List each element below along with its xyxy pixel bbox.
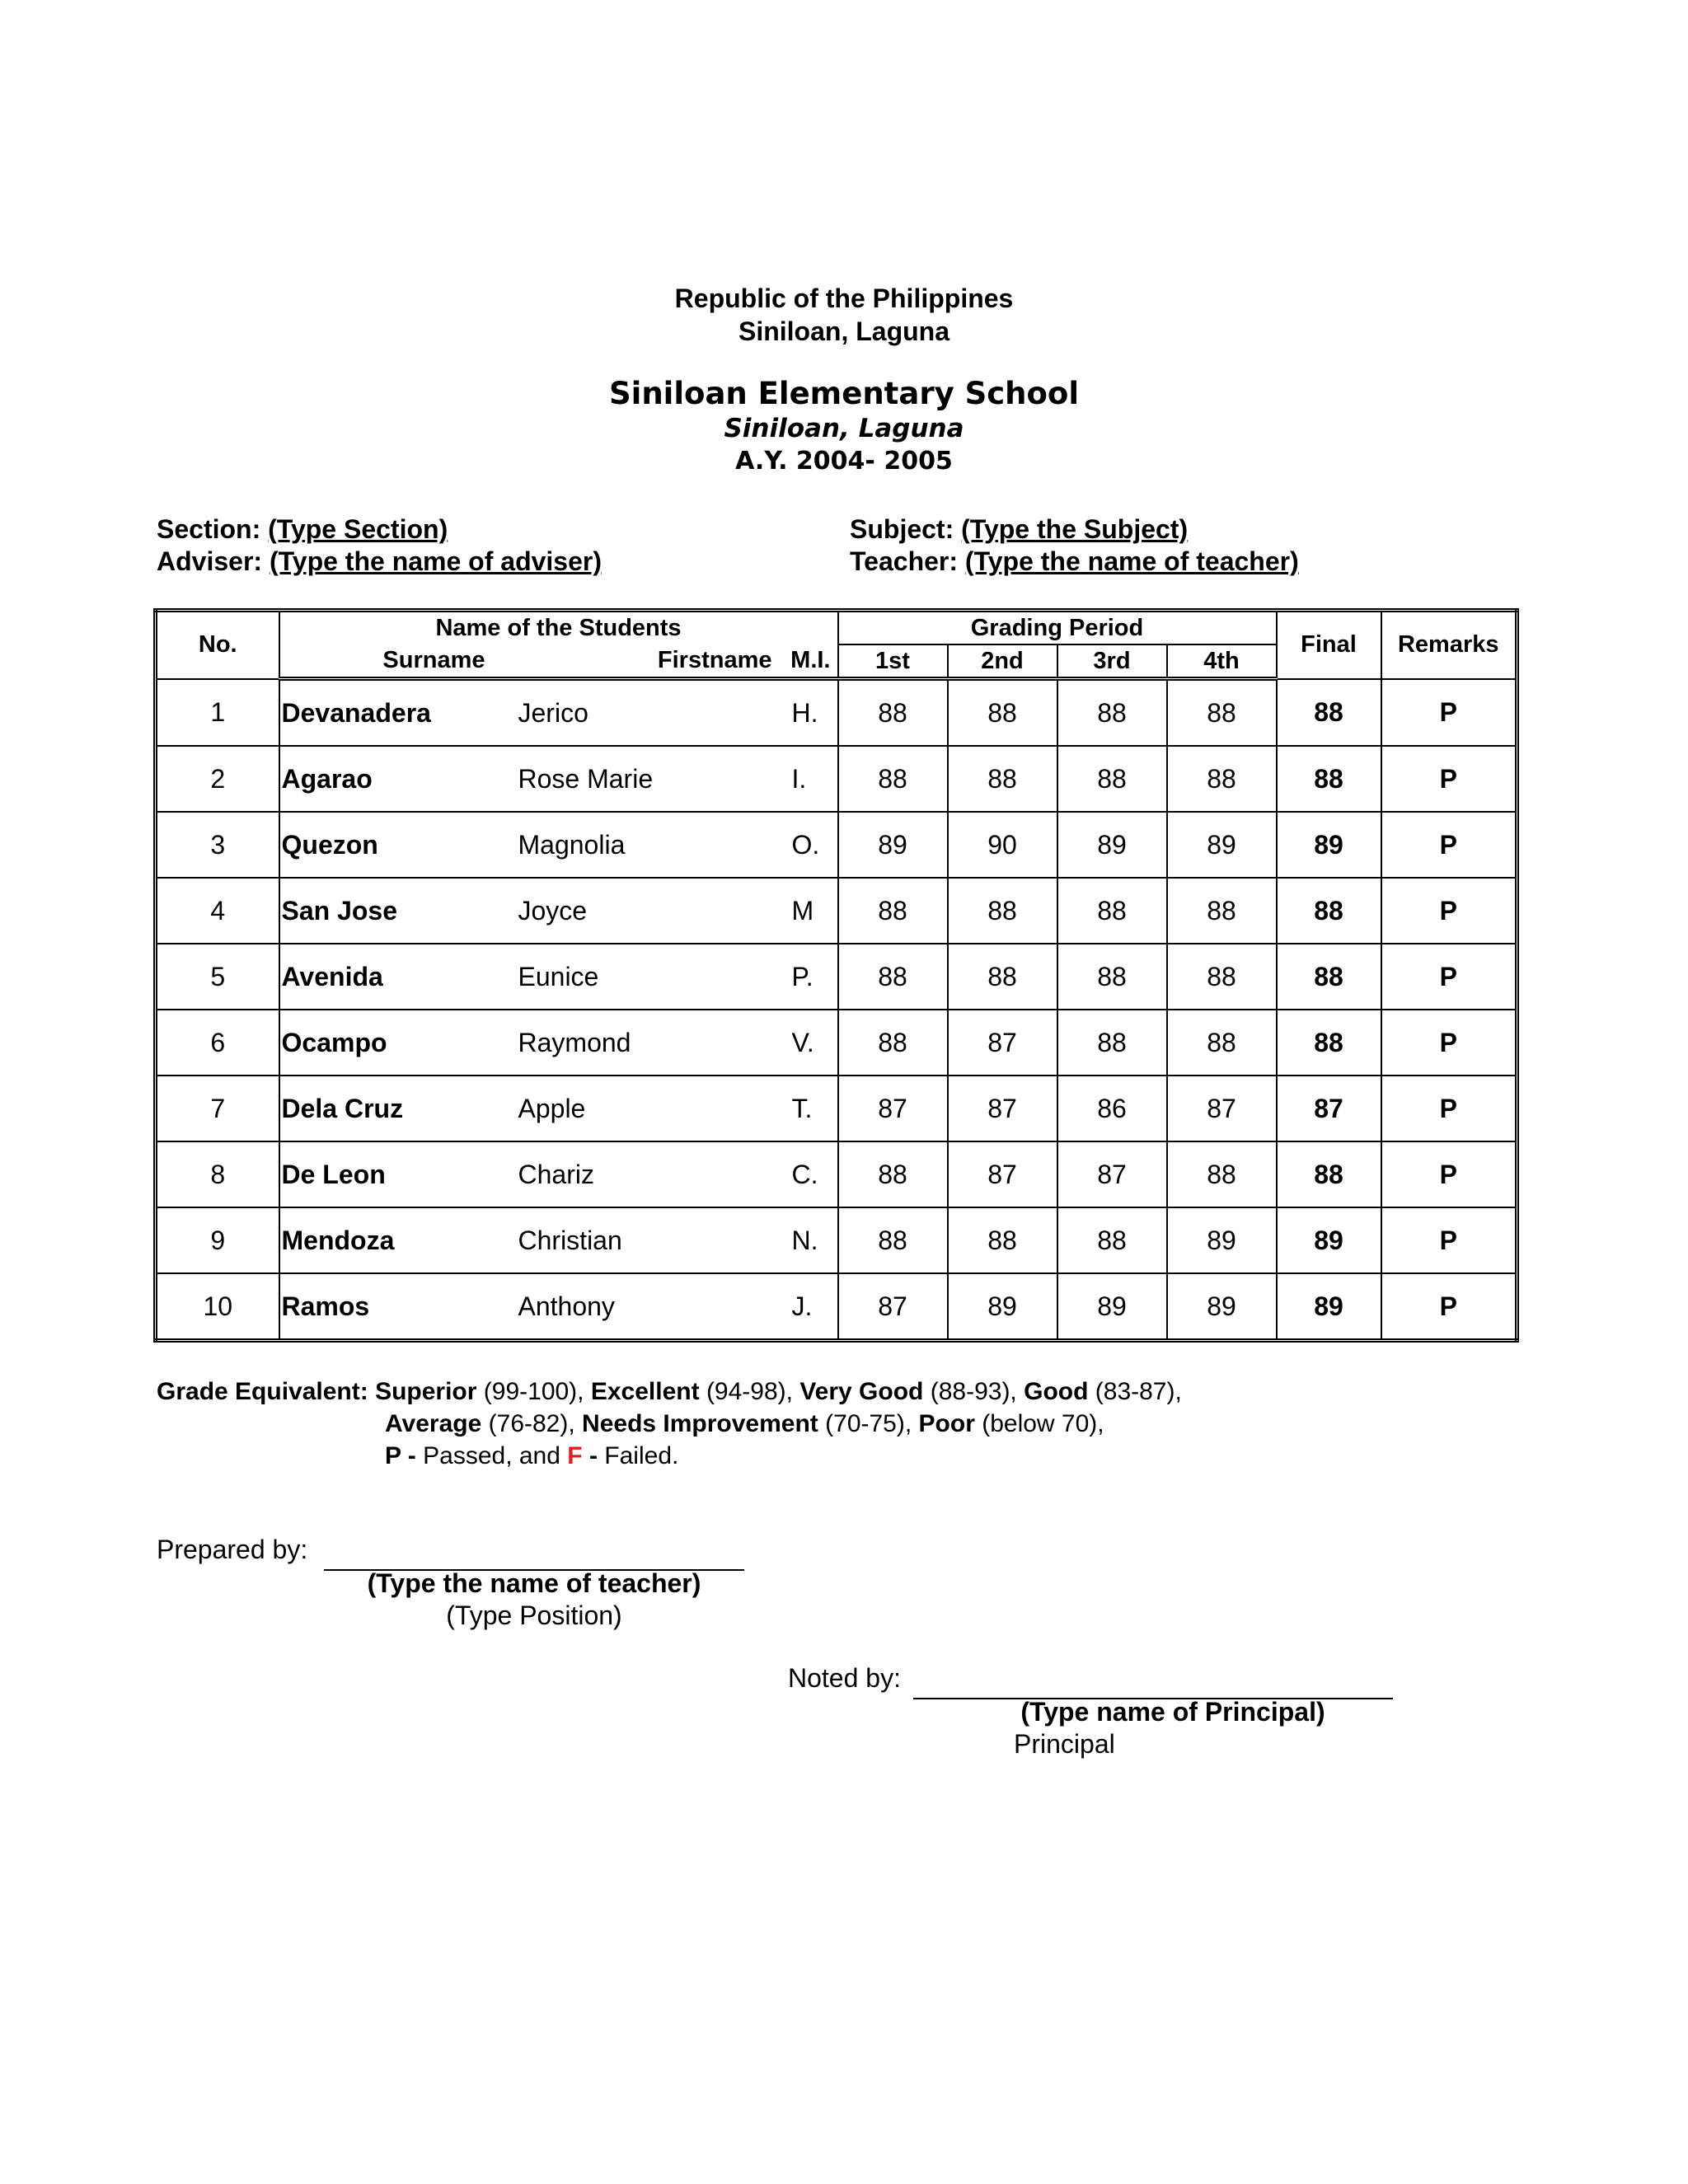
cell-mi: C. (782, 1141, 838, 1207)
table-row (156, 1141, 1517, 1207)
cell-q2: 88 (948, 944, 1057, 1010)
section-label: Section: (157, 514, 261, 544)
cell-firstname: Joyce (518, 878, 782, 944)
cell-remarks: P (1381, 679, 1517, 747)
cell-no: 6 (156, 1010, 279, 1076)
cell-q4: 87 (1167, 1076, 1277, 1141)
school-location: Siniloan, Laguna (724, 414, 964, 443)
cell-q1: 89 (838, 812, 948, 878)
header-surname: Surname (279, 644, 518, 679)
cell-mi: N. (782, 1207, 838, 1273)
cell-q4: 89 (1167, 1207, 1277, 1273)
table-row (156, 944, 1517, 1010)
legend-good: Good (1024, 1378, 1089, 1405)
header-municipality: Siniloan, Laguna (738, 316, 950, 346)
cell-q4: 88 (1167, 878, 1277, 944)
teacher-field (850, 545, 1299, 578)
legend-line-1 (157, 1376, 1182, 1408)
cell-firstname: Rose Marie (518, 746, 782, 812)
cell-final: 89 (1277, 1273, 1381, 1341)
cell-q4: 89 (1167, 1273, 1277, 1341)
cell-final: 88 (1277, 746, 1381, 812)
cell-q3: 88 (1057, 679, 1167, 747)
cell-surname: Agarao (279, 746, 518, 812)
adviser-field (157, 545, 602, 578)
cell-q2: 87 (948, 1010, 1057, 1076)
cell-final: 87 (1277, 1076, 1381, 1141)
cell-surname: Devanadera (279, 679, 518, 747)
cell-no: 2 (156, 746, 279, 812)
legend-f-code: F (567, 1442, 583, 1469)
cell-mi: M (782, 878, 838, 944)
cell-surname: Quezon (279, 812, 518, 878)
header-q2: 2nd (948, 644, 1057, 679)
cell-remarks: P (1381, 812, 1517, 878)
header-firstname: Firstname (518, 644, 782, 679)
legend-needs-improvement-range: (70-75), (825, 1410, 912, 1437)
header-no: No. (156, 611, 279, 679)
legend-very-good: Very Good (799, 1378, 924, 1405)
cell-q2: 89 (948, 1273, 1057, 1341)
adviser-value[interactable]: (Type the name of adviser) (269, 546, 602, 576)
header-q1: 1st (838, 644, 948, 679)
table-row (156, 812, 1517, 878)
cell-q2: 88 (948, 746, 1057, 812)
section-field (157, 513, 448, 546)
legend-excellent-range: (94-98), (706, 1378, 793, 1405)
legend-line-2 (385, 1408, 1104, 1440)
header-q3: 3rd (1057, 644, 1167, 679)
cell-remarks: P (1381, 1207, 1517, 1273)
cell-final: 89 (1277, 1207, 1381, 1273)
prepared-position: (Type Position) (446, 1601, 622, 1630)
cell-firstname: Raymond (518, 1010, 782, 1076)
cell-q4: 88 (1167, 1010, 1277, 1076)
cell-surname: Mendoza (279, 1207, 518, 1273)
legend-p-code: P - (385, 1442, 416, 1469)
cell-q3: 88 (1057, 878, 1167, 944)
table-row (156, 1076, 1517, 1141)
legend-very-good-range: (88-93), (930, 1378, 1017, 1405)
adviser-label: Adviser: (157, 546, 263, 576)
legend-average-range: (76-82), (488, 1410, 575, 1437)
header-grading-group: Grading Period (838, 611, 1277, 645)
cell-q1: 88 (838, 1207, 948, 1273)
teacher-label: Teacher: (850, 546, 959, 576)
cell-q3: 89 (1057, 812, 1167, 878)
header-final: Final (1277, 611, 1381, 679)
cell-firstname: Apple (518, 1076, 782, 1141)
cell-no: 4 (156, 878, 279, 944)
legend-poor-range: (below 70), (982, 1410, 1104, 1437)
prepared-by-label: Prepared by: (157, 1535, 308, 1564)
cell-q2: 88 (948, 679, 1057, 747)
cell-q2: 88 (948, 878, 1057, 944)
subject-label: Subject: (850, 514, 954, 544)
legend-title: Grade Equivalent: (157, 1378, 368, 1405)
cell-q4: 88 (1167, 746, 1277, 812)
cell-firstname: Eunice (518, 944, 782, 1010)
cell-no: 3 (156, 812, 279, 878)
cell-q3: 89 (1057, 1273, 1167, 1341)
grades-table (153, 608, 1519, 1343)
cell-no: 5 (156, 944, 279, 1010)
cell-no: 10 (156, 1273, 279, 1341)
cell-q3: 86 (1057, 1076, 1167, 1141)
legend-f-text: Failed. (604, 1442, 679, 1469)
header-republic: Republic of the Philippines (674, 284, 1014, 313)
cell-q1: 88 (838, 878, 948, 944)
school-name: Siniloan Elementary School (608, 376, 1080, 411)
academic-year: A.Y. 2004- 2005 (735, 447, 953, 476)
subject-field (850, 513, 1188, 546)
cell-q1: 88 (838, 746, 948, 812)
cell-surname: Avenida (279, 944, 518, 1010)
cell-q4: 89 (1167, 812, 1277, 878)
legend-f-dash: - (588, 1442, 598, 1469)
cell-no: 7 (156, 1076, 279, 1141)
table-row (156, 878, 1517, 944)
cell-final: 89 (1277, 812, 1381, 878)
header-name-group: Name of the Students (279, 611, 838, 645)
teacher-value[interactable]: (Type the name of teacher) (964, 546, 1299, 576)
legend-good-range: (83-87), (1095, 1378, 1182, 1405)
cell-final: 88 (1277, 1010, 1381, 1076)
cell-surname: Dela Cruz (279, 1076, 518, 1141)
table-row (156, 1010, 1517, 1076)
cell-mi: J. (782, 1273, 838, 1341)
cell-final: 88 (1277, 679, 1381, 747)
legend-poor: Poor (918, 1410, 975, 1437)
cell-mi: H. (782, 679, 838, 747)
cell-final: 88 (1277, 944, 1381, 1010)
cell-q1: 88 (838, 944, 948, 1010)
cell-remarks: P (1381, 1076, 1517, 1141)
cell-remarks: P (1381, 944, 1517, 1010)
cell-remarks: P (1381, 878, 1517, 944)
legend-excellent: Excellent (590, 1378, 700, 1405)
cell-mi: T. (782, 1076, 838, 1141)
cell-firstname: Chariz (518, 1141, 782, 1207)
cell-q1: 88 (838, 1010, 948, 1076)
cell-q3: 88 (1057, 1207, 1167, 1273)
cell-remarks: P (1381, 1273, 1517, 1341)
subject-value[interactable]: (Type the Subject) (961, 514, 1189, 544)
cell-remarks: P (1381, 1141, 1517, 1207)
cell-surname: Ocampo (279, 1010, 518, 1076)
legend-superior: Superior (375, 1378, 477, 1405)
cell-surname: Ramos (279, 1273, 518, 1341)
cell-mi: I. (782, 746, 838, 812)
header-q4: 4th (1167, 644, 1277, 679)
cell-q2: 87 (948, 1076, 1057, 1141)
section-value[interactable]: (Type Section) (268, 514, 448, 544)
cell-q3: 88 (1057, 746, 1167, 812)
cell-no: 8 (156, 1141, 279, 1207)
cell-q2: 88 (948, 1207, 1057, 1273)
cell-firstname: Christian (518, 1207, 782, 1273)
cell-surname: San Jose (279, 878, 518, 944)
cell-q1: 87 (838, 1273, 948, 1341)
cell-firstname: Jerico (518, 679, 782, 747)
cell-q3: 88 (1057, 1010, 1167, 1076)
cell-firstname: Magnolia (518, 812, 782, 878)
table-row (156, 1273, 1517, 1341)
cell-surname: De Leon (279, 1141, 518, 1207)
header-mi: M.I. (782, 644, 838, 679)
cell-mi: O. (782, 812, 838, 878)
cell-q4: 88 (1167, 944, 1277, 1010)
legend-average: Average (385, 1410, 482, 1437)
cell-q4: 88 (1167, 1141, 1277, 1207)
cell-q2: 87 (948, 1141, 1057, 1207)
cell-firstname: Anthony (518, 1273, 782, 1341)
prepared-name: (Type the name of teacher) (367, 1568, 701, 1598)
cell-no: 1 (156, 679, 279, 747)
cell-mi: P. (782, 944, 838, 1010)
cell-remarks: P (1381, 746, 1517, 812)
table-row (156, 746, 1517, 812)
cell-q3: 88 (1057, 944, 1167, 1010)
cell-remarks: P (1381, 1010, 1517, 1076)
cell-mi: V. (782, 1010, 838, 1076)
legend-superior-range: (99-100), (483, 1378, 584, 1405)
cell-q1: 88 (838, 679, 948, 747)
table-row (156, 1207, 1517, 1273)
header-remarks: Remarks (1381, 611, 1517, 679)
legend-p-text: Passed, and (423, 1442, 560, 1469)
noted-name: (Type name of Principal) (1020, 1697, 1325, 1727)
legend-needs-improvement: Needs Improvement (582, 1410, 818, 1437)
cell-q2: 90 (948, 812, 1057, 878)
noted-position: Principal (1014, 1729, 1115, 1759)
noted-by-label: Noted by: (788, 1663, 901, 1693)
cell-final: 88 (1277, 878, 1381, 944)
cell-q3: 87 (1057, 1141, 1167, 1207)
cell-final: 88 (1277, 1141, 1381, 1207)
cell-q4: 88 (1167, 679, 1277, 747)
table-row (156, 679, 1517, 747)
cell-q1: 87 (838, 1076, 948, 1141)
cell-q1: 88 (838, 1141, 948, 1207)
legend-line-3 (385, 1440, 678, 1472)
cell-no: 9 (156, 1207, 279, 1273)
